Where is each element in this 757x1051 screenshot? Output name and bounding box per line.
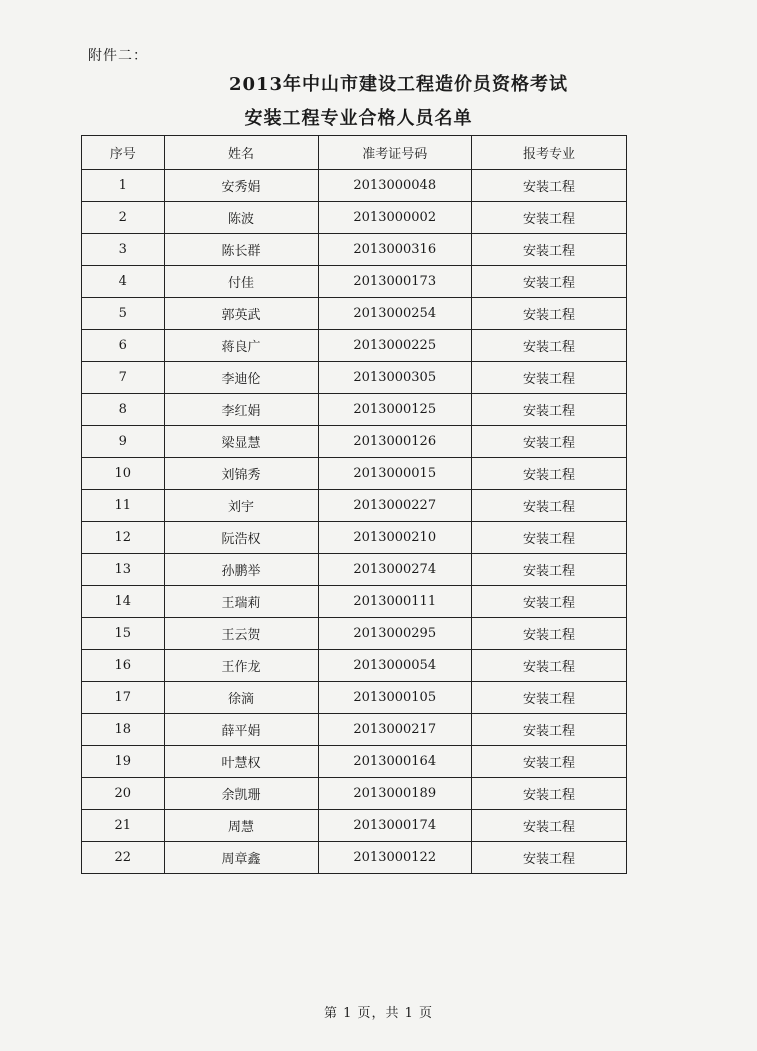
cell-serial: 4 (82, 266, 165, 298)
cell-serial: 12 (82, 522, 165, 554)
cell-name: 安秀娟 (164, 170, 318, 202)
cell-major: 安装工程 (471, 394, 626, 426)
cell-exam-number: 2013000173 (318, 266, 471, 298)
cell-exam-number: 2013000015 (318, 458, 471, 490)
table-row (82, 842, 627, 874)
cell-exam-number: 2013000111 (318, 586, 471, 618)
document-subtitle: 安装工程专业合格人员名单 (244, 108, 473, 129)
cell-exam-number: 2013000174 (318, 810, 471, 842)
cell-major: 安装工程 (471, 202, 626, 234)
cell-name: 李红娟 (164, 394, 318, 426)
cell-name: 陈长群 (164, 234, 318, 266)
table-row (82, 458, 627, 490)
cell-name: 阮浩权 (164, 522, 318, 554)
page-footer: 第 1 页，共 1 页 (323, 1006, 434, 1021)
table-row (82, 522, 627, 554)
cell-exam-number: 2013000305 (318, 362, 471, 394)
cell-major: 安装工程 (471, 426, 626, 458)
cell-exam-number: 2013000295 (318, 618, 471, 650)
cell-serial: 7 (82, 362, 165, 394)
table-row (82, 394, 627, 426)
cell-serial: 11 (82, 490, 165, 522)
cell-major: 安装工程 (471, 330, 626, 362)
cell-name: 刘宇 (164, 490, 318, 522)
cell-name: 周章鑫 (164, 842, 318, 874)
cell-exam-number: 2013000122 (318, 842, 471, 874)
cell-exam-number: 2013000105 (318, 682, 471, 714)
attachment-label: 附件二： (88, 48, 148, 64)
cell-name: 薛平娟 (164, 714, 318, 746)
qualified-personnel-table (81, 135, 627, 874)
cell-serial: 3 (82, 234, 165, 266)
cell-serial: 17 (82, 682, 165, 714)
table-header-row (82, 136, 627, 170)
table-row (82, 490, 627, 522)
table-row (82, 426, 627, 458)
cell-serial: 9 (82, 426, 165, 458)
table-row (82, 682, 627, 714)
cell-major: 安装工程 (471, 266, 626, 298)
cell-major: 安装工程 (471, 458, 626, 490)
cell-serial: 18 (82, 714, 165, 746)
cell-name: 王瑞莉 (164, 586, 318, 618)
cell-major: 安装工程 (471, 234, 626, 266)
cell-exam-number: 2013000316 (318, 234, 471, 266)
cell-name: 刘锦秀 (164, 458, 318, 490)
cell-name: 王作龙 (164, 650, 318, 682)
cell-name: 徐滴 (164, 682, 318, 714)
cell-major: 安装工程 (471, 554, 626, 586)
cell-serial: 5 (82, 298, 165, 330)
table-row (82, 810, 627, 842)
cell-name: 郭英武 (164, 298, 318, 330)
cell-major: 安装工程 (471, 522, 626, 554)
column-header-major: 报考专业 (471, 136, 626, 170)
table-row (82, 650, 627, 682)
cell-serial: 6 (82, 330, 165, 362)
cell-exam-number: 2013000125 (318, 394, 471, 426)
cell-major: 安装工程 (471, 714, 626, 746)
cell-major: 安装工程 (471, 778, 626, 810)
cell-serial: 22 (82, 842, 165, 874)
cell-exam-number: 2013000164 (318, 746, 471, 778)
cell-exam-number: 2013000126 (318, 426, 471, 458)
cell-serial: 14 (82, 586, 165, 618)
cell-serial: 1 (82, 170, 165, 202)
cell-name: 孙鹏举 (164, 554, 318, 586)
table-row (82, 298, 627, 330)
cell-name: 周慧 (164, 810, 318, 842)
cell-name: 李迪伦 (164, 362, 318, 394)
table-row (82, 234, 627, 266)
cell-serial: 2 (82, 202, 165, 234)
cell-major: 安装工程 (471, 650, 626, 682)
cell-name: 蒋良广 (164, 330, 318, 362)
column-header-exam-number: 准考证号码 (318, 136, 471, 170)
cell-serial: 15 (82, 618, 165, 650)
table-row (82, 362, 627, 394)
column-header-name: 姓名 (164, 136, 318, 170)
cell-exam-number: 2013000048 (318, 170, 471, 202)
cell-exam-number: 2013000217 (318, 714, 471, 746)
cell-exam-number: 2013000227 (318, 490, 471, 522)
cell-major: 安装工程 (471, 170, 626, 202)
cell-serial: 16 (82, 650, 165, 682)
cell-exam-number: 2013000274 (318, 554, 471, 586)
cell-major: 安装工程 (471, 746, 626, 778)
document-title: 2013年中山市建设工程造价员资格考试 (228, 74, 569, 95)
cell-name: 叶慧权 (164, 746, 318, 778)
cell-name: 陈波 (164, 202, 318, 234)
cell-major: 安装工程 (471, 618, 626, 650)
table-row (82, 618, 627, 650)
table-row (82, 714, 627, 746)
cell-serial: 10 (82, 458, 165, 490)
cell-name: 王云贺 (164, 618, 318, 650)
cell-exam-number: 2013000210 (318, 522, 471, 554)
cell-name: 余凯珊 (164, 778, 318, 810)
cell-major: 安装工程 (471, 682, 626, 714)
cell-exam-number: 2013000054 (318, 650, 471, 682)
table-row (82, 746, 627, 778)
table-row (82, 330, 627, 362)
cell-serial: 19 (82, 746, 165, 778)
table-row (82, 170, 627, 202)
cell-name: 梁显慧 (164, 426, 318, 458)
cell-serial: 20 (82, 778, 165, 810)
table-row (82, 202, 627, 234)
cell-major: 安装工程 (471, 586, 626, 618)
cell-major: 安装工程 (471, 362, 626, 394)
cell-major: 安装工程 (471, 490, 626, 522)
cell-name: 付佳 (164, 266, 318, 298)
cell-exam-number: 2013000225 (318, 330, 471, 362)
cell-exam-number: 2013000189 (318, 778, 471, 810)
table-row (82, 586, 627, 618)
cell-exam-number: 2013000254 (318, 298, 471, 330)
table-body (82, 170, 627, 874)
cell-serial: 13 (82, 554, 165, 586)
cell-exam-number: 2013000002 (318, 202, 471, 234)
cell-major: 安装工程 (471, 842, 626, 874)
table-row (82, 554, 627, 586)
column-header-serial: 序号 (82, 136, 165, 170)
cell-serial: 8 (82, 394, 165, 426)
table-row (82, 266, 627, 298)
cell-major: 安装工程 (471, 298, 626, 330)
table-row (82, 778, 627, 810)
cell-serial: 21 (82, 810, 165, 842)
cell-major: 安装工程 (471, 810, 626, 842)
